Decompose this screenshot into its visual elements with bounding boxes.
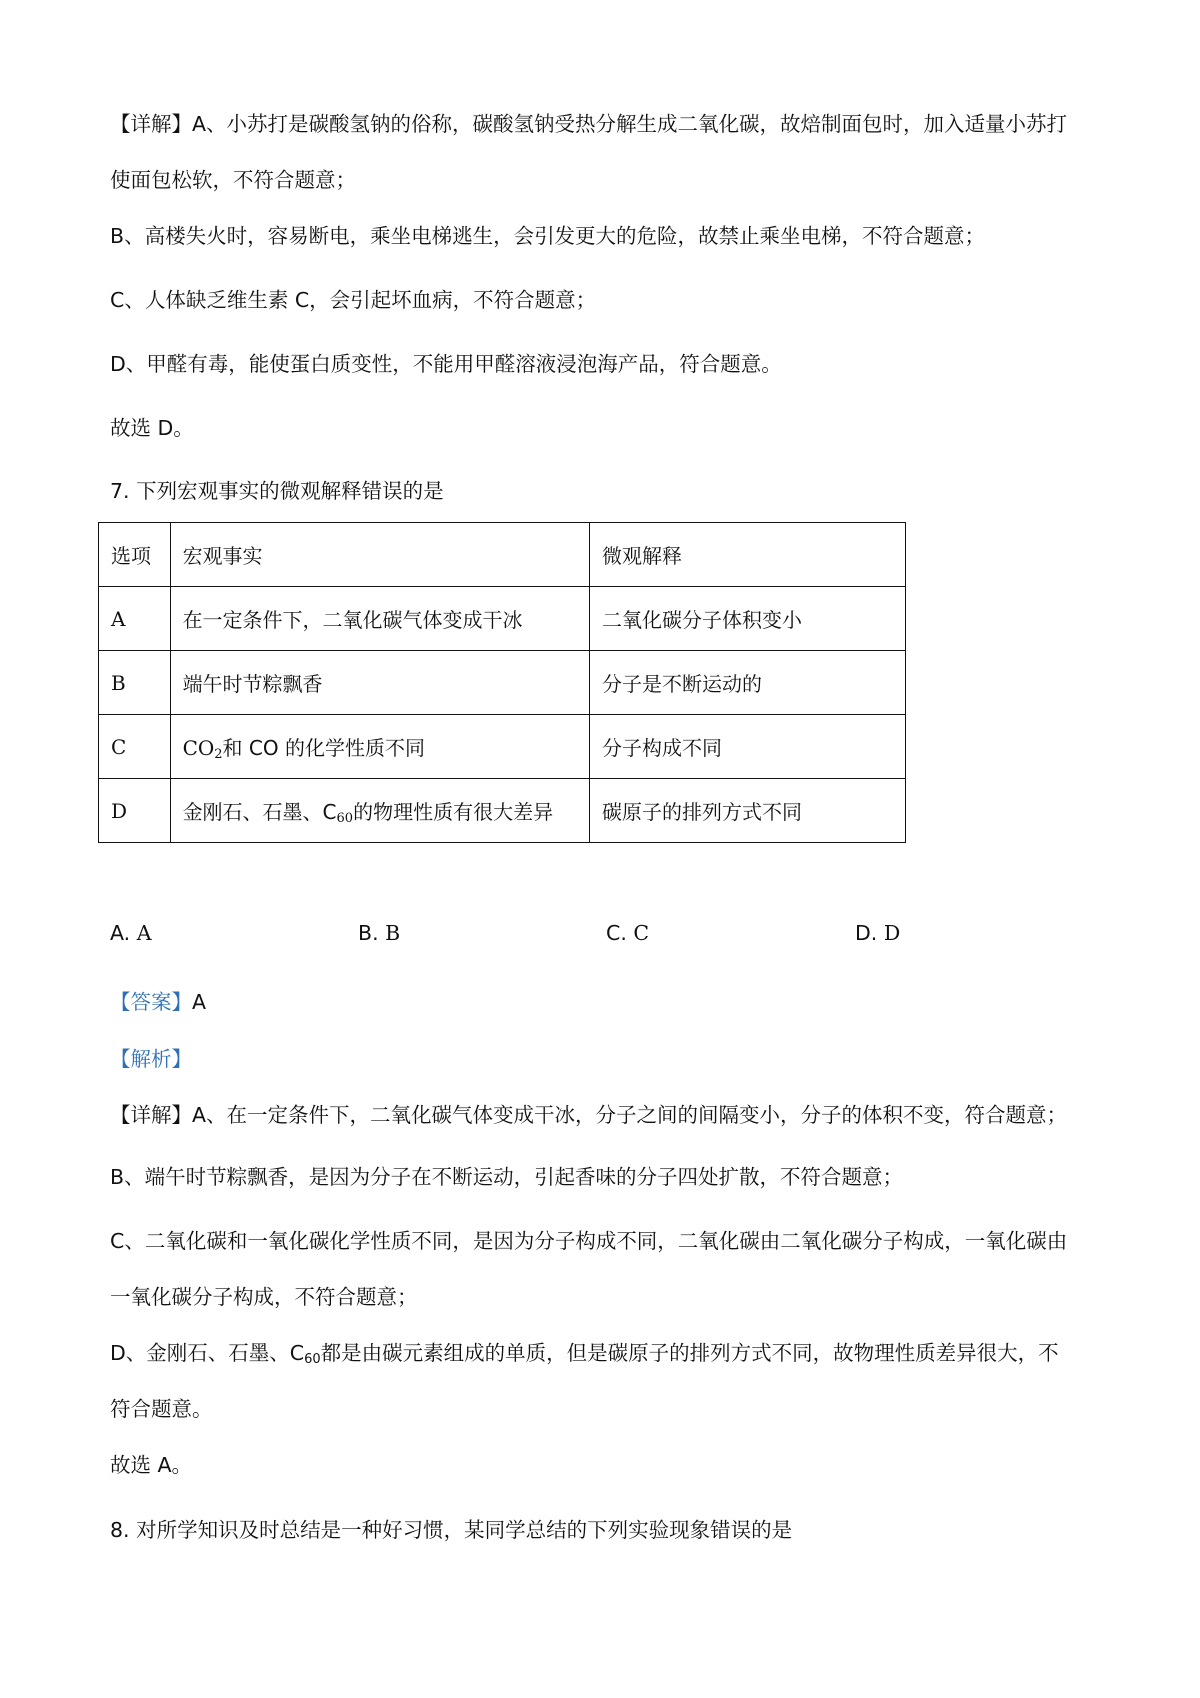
fact-text: 和 CO 的化学性质不同 [222, 736, 425, 760]
answer-label: 【答案】 [110, 990, 192, 1014]
row-fact: 端午时节粽飘香 [170, 651, 589, 715]
row-option: D [99, 779, 171, 843]
formula-co2: CO [182, 736, 215, 760]
q6-detail-a-text: A、小苏打是碳酸氢钠的俗称，碳酸氢钠受热分解生成二氧化碳，故焙制面包时，加入适量小苏打 [192, 112, 1068, 136]
choice-value: C [633, 921, 650, 945]
table-row [99, 651, 906, 715]
q8-stem: 8. 对所学知识及时总结是一种好习惯，某同学总结的下列实验现象错误的是 [110, 1518, 793, 1542]
choice-b[interactable] [358, 921, 400, 945]
subscript: 2 [214, 747, 223, 762]
row-explanation: 二氧化碳分子体积变小 [589, 587, 905, 651]
q7-conclusion: 故选 A。 [110, 1453, 193, 1477]
detail-label: 【详解】 [110, 112, 192, 136]
q7-detail-b: B、端午时节粽飘香，是因为分子在不断运动，引起香味的分子四处扩散，不符合题意； [110, 1165, 904, 1189]
q7-stem: 7. 下列宏观事实的微观解释错误的是 [110, 479, 444, 503]
q7-table [98, 522, 906, 843]
q7-detail-d-line2: 符合题意。 [110, 1397, 213, 1421]
choice-c[interactable] [606, 921, 649, 945]
q7-choices [110, 921, 1110, 951]
table-header-row [99, 523, 906, 587]
q7-detail-a-text: A、在一定条件下，二氧化碳气体变成干冰，分子之间的间隔变小，分子的体积不变，符合题意； [192, 1103, 1068, 1127]
choice-a[interactable] [110, 921, 152, 945]
row-fact [170, 715, 589, 779]
row-explanation: 碳原子的排列方式不同 [589, 779, 905, 843]
q6-detail-b: B、高楼失火时，容易断电，乘坐电梯逃生，会引发更大的危险，故禁止乘坐电梯，不符合题意； [110, 224, 986, 248]
row-option: C [99, 715, 171, 779]
q6-detail-c: C、人体缺乏维生素 C，会引起坏血病，不符合题意； [110, 288, 597, 312]
table-row [99, 715, 906, 779]
detail-label: 【详解】 [110, 1103, 192, 1127]
q7-detail-d-line1 [110, 1339, 1059, 1367]
subscript: 60 [336, 811, 354, 826]
choice-prefix: D. [855, 921, 884, 945]
choice-prefix: A. [110, 921, 137, 945]
subscript: 60 [304, 1352, 321, 1367]
row-option: B [99, 651, 171, 715]
answer-value: A [192, 990, 207, 1014]
table-row [99, 779, 906, 843]
choice-value: A [136, 921, 152, 945]
analysis-label: 【解析】 [110, 1047, 192, 1071]
q6-conclusion: 故选 D。 [110, 416, 194, 440]
detail-d-text: D、金刚石、石墨、C [110, 1341, 305, 1365]
choice-prefix: C. [606, 921, 634, 945]
table-row [99, 587, 906, 651]
choice-d[interactable] [855, 921, 900, 945]
choice-value: D [883, 921, 901, 945]
q7-answer [110, 988, 206, 1016]
row-fact: 在一定条件下，二氧化碳气体变成干冰 [170, 587, 589, 651]
q6-detail-a-line2: 使面包松软，不符合题意； [110, 168, 356, 192]
q7-detail-a [110, 1101, 1067, 1129]
row-explanation: 分子是不断运动的 [589, 651, 905, 715]
header-explanation: 微观解释 [589, 523, 905, 587]
q6-detail-a-line1 [110, 110, 1067, 138]
row-option: A [99, 587, 171, 651]
fact-text: 金刚石、石墨、C [182, 800, 337, 824]
header-option: 选项 [99, 523, 171, 587]
row-fact [170, 779, 589, 843]
choice-value: B [385, 921, 401, 945]
q6-detail-d: D、甲醛有毒，能使蛋白质变性，不能用甲醛溶液浸泡海产品，符合题意。 [110, 352, 782, 376]
q7-detail-c-line2: 一氧化碳分子构成，不符合题意； [110, 1285, 418, 1309]
detail-d-text: 都是由碳元素组成的单质，但是碳原子的排列方式不同，故物理性质差异很大，不 [320, 1341, 1059, 1365]
q7-detail-c-line1: C、二氧化碳和一氧化碳化学性质不同，是因为分子构成不同，二氧化碳由二氧化碳分子构成，一氧化碳由 [110, 1229, 1068, 1253]
header-fact: 宏观事实 [170, 523, 589, 587]
fact-text: 的物理性质有很大差异 [353, 800, 554, 824]
choice-prefix: B. [358, 921, 386, 945]
row-explanation: 分子构成不同 [589, 715, 905, 779]
